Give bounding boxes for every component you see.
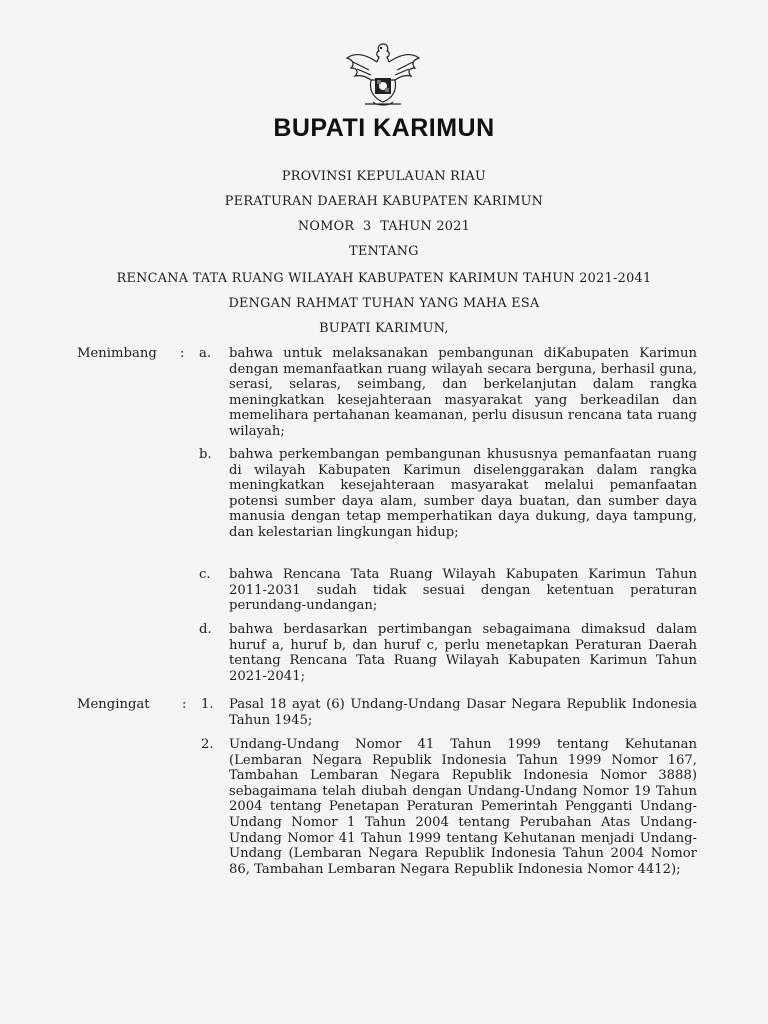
garuda-emblem-icon xyxy=(343,38,423,110)
menimbang-item-d: bahwa berdasarkan pertimbangan sebagaimana dimaksud dalam huruf a, huruf b, dan huruf c, perlu menetapkan Peraturan Daerah tentang Rencana Tata Ruang Wilayah Kabupaten Karimun Tahun 2021-2041; xyxy=(229,622,697,684)
about-line: TENTANG xyxy=(349,244,419,259)
menimbang-label: Menimbang xyxy=(77,346,157,361)
menimbang-item-c: bahwa Rencana Tata Ruang Wilayah Kabupaten Karimun Tahun 2011-2031 sudah tidak sesuai dengan ketentuan peraturan perundang-undangan; xyxy=(229,567,697,614)
regulation-line: PERATURAN DAERAH KABUPATEN KARIMUN xyxy=(224,194,544,209)
mengingat-label: Mengingat xyxy=(77,697,150,712)
menimbang-marker-a: a. xyxy=(199,346,212,361)
authority-line: BUPATI KARIMUN, xyxy=(319,321,449,336)
regulation-number: NOMOR 3 TAHUN 2021 xyxy=(297,219,471,234)
province-line: PROVINSI KEPULAUAN RIAU xyxy=(281,169,487,184)
blessing-line: DENGAN RAHMAT TUHAN YANG MAHA ESA xyxy=(228,296,540,311)
mengingat-item-2: Undang-Undang Nomor 41 Tahun 1999 tentang Kehutanan (Lembaran Negara Republik Indonesia Tahun 1999 Nomor 167, Tambahan Lembaran Negara Republik Indonesia Nomor 3888) sebagaimana telah diubah dengan Undang-Undang Nomor 19 Tahun 2004 tentang Penetapan Peraturan Pemerintah Pengganti Undang-Undang Nomor 1 Tahun 2004 tentang Perubahan Atas Undang-Undang Nomor 41 Tahun 1999 tentang Kehutanan menjadi Undang-Undang (Lembaran Negara Republik Indonesia Tahun 2004 Nomor 86, Tambahan Lembaran Negara Republik Indonesia Nomor 4412); xyxy=(229,737,697,877)
menimbang-colon: : xyxy=(180,346,185,361)
menimbang-marker-c: c. xyxy=(199,567,211,582)
mengingat-marker-1: 1. xyxy=(201,697,214,712)
menimbang-marker-b: b. xyxy=(199,447,212,462)
mengingat-marker-2: 2. xyxy=(201,737,214,752)
menimbang-item-a: bahwa untuk melaksanakan pembangunan diKabupaten Karimun dengan memanfaatkan ruang wilayah secara berguna, berhasil guna, serasi, selaras, seimbang, dan berkelanjutan dalam rangka meningkatkan kesejahteraan masyarakat yang berkeadilan dan memelihara pertahanan keamanan, perlu disusun rencana tata ruang wilayah; xyxy=(229,346,697,439)
mengingat-colon: : xyxy=(182,697,187,712)
menimbang-item-b: bahwa perkembangan pembangunan khususnya pemanfaatan ruang di wilayah Kabupaten Karimun diselenggarakan dalam rangka meningkatkan kesejahteraan masyarakat melalui pemanfaatan potensi sumber daya alam, sumber daya buatan, dan sumber daya manusia dengan tetap memperhatikan daya dukung, daya tampung, dan kelestarian lingkungan hidup; xyxy=(229,447,697,540)
mengingat-item-1: Pasal 18 ayat (6) Undang-Undang Dasar Negara Republik Indonesia Tahun 1945; xyxy=(229,697,697,728)
subject-line: RENCANA TATA RUANG WILAYAH KABUPATEN KARIMUN TAHUN 2021-2041 xyxy=(116,271,652,286)
document-title: BUPATI KARIMUN xyxy=(273,114,495,142)
menimbang-marker-d: d. xyxy=(199,622,212,637)
